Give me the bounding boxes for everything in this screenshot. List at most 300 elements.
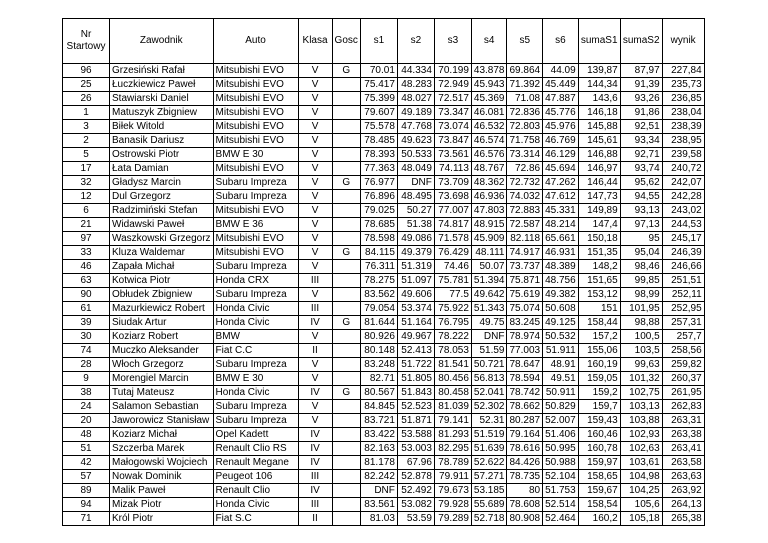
cell-zawodnik: Dul Grzegorz — [110, 190, 214, 204]
cell-auto: Mitsubishi EVO — [213, 64, 298, 78]
cell-sumas2: 98,99 — [620, 288, 662, 302]
cell-s5: 73.737 — [507, 260, 543, 274]
cell-gosc — [332, 92, 360, 106]
cell-s3: 79.911 — [434, 470, 471, 484]
cell-s3: 73.074 — [434, 120, 471, 134]
cell-klasa: V — [298, 190, 332, 204]
cell-nr: 94 — [63, 498, 110, 512]
cell-zawodnik: Król Piotr — [110, 512, 214, 526]
cell-auto: Subaru Impreza — [213, 176, 298, 190]
cell-s5: 78.616 — [507, 442, 543, 456]
cell-sumas1: 160,78 — [578, 442, 620, 456]
cell-gosc — [332, 400, 360, 414]
cell-s3: 74.817 — [434, 218, 471, 232]
cell-nr: 24 — [63, 400, 110, 414]
cell-sumas1: 160,19 — [578, 358, 620, 372]
cell-zawodnik: Tutaj Mateusz — [110, 386, 214, 400]
cell-s2: 49.189 — [397, 106, 434, 120]
table-row — [63, 470, 705, 484]
cell-wynik: 265,38 — [662, 512, 704, 526]
table-row — [63, 92, 705, 106]
cell-sumas2: 105,18 — [620, 512, 662, 526]
cell-gosc — [332, 372, 360, 386]
cell-s2: 52.878 — [397, 470, 434, 484]
cell-s5: 75.619 — [507, 288, 543, 302]
cell-s3: 79.289 — [434, 512, 471, 526]
cell-s1: 75.399 — [360, 92, 397, 106]
cell-s2: 53.59 — [397, 512, 434, 526]
cell-sumas1: 146,18 — [578, 106, 620, 120]
cell-s2: 51.319 — [397, 260, 434, 274]
table-row — [63, 316, 705, 330]
cell-s4: 45.369 — [471, 92, 507, 106]
cell-gosc — [332, 120, 360, 134]
cell-s1: 82.242 — [360, 470, 397, 484]
cell-nr: 32 — [63, 176, 110, 190]
cell-zawodnik: Włoch Grzegorz — [110, 358, 214, 372]
cell-s1: 83.248 — [360, 358, 397, 372]
cell-s2: 49.379 — [397, 246, 434, 260]
cell-klasa: V — [298, 148, 332, 162]
cell-s1: 79.025 — [360, 204, 397, 218]
table-row — [63, 218, 705, 232]
cell-sumas1: 158,65 — [578, 470, 620, 484]
cell-auto: Fiat S.C — [213, 512, 298, 526]
cell-s5: 82.118 — [507, 232, 543, 246]
cell-s5: 75.074 — [507, 302, 543, 316]
cell-s1: 76.896 — [360, 190, 397, 204]
cell-klasa: III — [298, 274, 332, 288]
cell-s2: 49.623 — [397, 134, 434, 148]
cell-auto: Mitsubishi EVO — [213, 204, 298, 218]
cell-s4: 55.689 — [471, 498, 507, 512]
cell-zawodnik: Stawiarski Daniel — [110, 92, 214, 106]
cell-s4: 45.943 — [471, 78, 507, 92]
cell-sumas2: 103,88 — [620, 414, 662, 428]
cell-sumas2: 98,88 — [620, 316, 662, 330]
cell-klasa: V — [298, 64, 332, 78]
cell-zawodnik: Waszkowski Grzegorz — [110, 232, 214, 246]
cell-klasa: V — [298, 246, 332, 260]
cell-sumas2: 103,13 — [620, 400, 662, 414]
cell-s3: 81.541 — [434, 358, 471, 372]
cell-nr: 20 — [63, 414, 110, 428]
cell-s3: 78.222 — [434, 330, 471, 344]
cell-nr: 21 — [63, 218, 110, 232]
cell-s6: 50.995 — [543, 442, 579, 456]
cell-auto: Mitsubishi EVO — [213, 78, 298, 92]
cell-s5: 78.974 — [507, 330, 543, 344]
cell-s5: 79.164 — [507, 428, 543, 442]
cell-s3: 73.698 — [434, 190, 471, 204]
cell-s3: 77.5 — [434, 288, 471, 302]
cell-s4: 51.394 — [471, 274, 507, 288]
cell-wynik: 263,41 — [662, 442, 704, 456]
table-row — [63, 288, 705, 302]
cell-zawodnik: Koziarz Michał — [110, 428, 214, 442]
cell-s3: 77.007 — [434, 204, 471, 218]
cell-wynik: 245,17 — [662, 232, 704, 246]
cell-klasa: IV — [298, 442, 332, 456]
cell-sumas2: 93,13 — [620, 204, 662, 218]
cell-s5: 71.392 — [507, 78, 543, 92]
cell-s3: 74.113 — [434, 162, 471, 176]
cell-zawodnik: Widawski Paweł — [110, 218, 214, 232]
cell-auto: Honda Civic — [213, 386, 298, 400]
cell-sumas1: 144,34 — [578, 78, 620, 92]
cell-sumas2: 102,93 — [620, 428, 662, 442]
cell-sumas2: 97,13 — [620, 218, 662, 232]
cell-s6: 46.129 — [543, 148, 579, 162]
cell-s4: 52.718 — [471, 512, 507, 526]
cell-sumas2: 103,61 — [620, 456, 662, 470]
cell-gosc — [332, 148, 360, 162]
cell-s2: 53.003 — [397, 442, 434, 456]
cell-klasa: V — [298, 260, 332, 274]
cell-sumas1: 160,46 — [578, 428, 620, 442]
cell-nr: 26 — [63, 92, 110, 106]
cell-gosc — [332, 302, 360, 316]
cell-sumas2: 101,95 — [620, 302, 662, 316]
cell-sumas2: 87,97 — [620, 64, 662, 78]
cell-sumas1: 158,44 — [578, 316, 620, 330]
table-row — [63, 442, 705, 456]
cell-s6: 47.887 — [543, 92, 579, 106]
cell-auto: Opel Kadett — [213, 428, 298, 442]
cell-wynik: 252,11 — [662, 288, 704, 302]
cell-s1: 78.685 — [360, 218, 397, 232]
cell-auto: Honda Civic — [213, 302, 298, 316]
cell-nr: 90 — [63, 288, 110, 302]
cell-klasa: IV — [298, 456, 332, 470]
cell-s6: 48.756 — [543, 274, 579, 288]
cell-auto: Mitsubishi EVO — [213, 106, 298, 120]
cell-s5: 72.883 — [507, 204, 543, 218]
col-header-sumas1: sumaS1 — [578, 19, 620, 64]
cell-wynik: 251,51 — [662, 274, 704, 288]
cell-s1: 70.01 — [360, 64, 397, 78]
cell-s6: 50.829 — [543, 400, 579, 414]
cell-sumas1: 150,18 — [578, 232, 620, 246]
cell-wynik: 246,39 — [662, 246, 704, 260]
cell-klasa: IV — [298, 428, 332, 442]
cell-sumas2: 92,51 — [620, 120, 662, 134]
cell-s5: 78.662 — [507, 400, 543, 414]
cell-wynik: 262,83 — [662, 400, 704, 414]
cell-zawodnik: Grzesiński Rafał — [110, 64, 214, 78]
cell-s2: 51.38 — [397, 218, 434, 232]
cell-klasa: V — [298, 232, 332, 246]
cell-klasa: III — [298, 302, 332, 316]
cell-gosc: G — [332, 176, 360, 190]
cell-s6: 49.51 — [543, 372, 579, 386]
cell-sumas2: 93,34 — [620, 134, 662, 148]
cell-klasa: V — [298, 330, 332, 344]
cell-klasa: IV — [298, 386, 332, 400]
cell-s2: 51.722 — [397, 358, 434, 372]
cell-s2: 48.027 — [397, 92, 434, 106]
table-body — [63, 64, 705, 526]
cell-s4: 46.532 — [471, 120, 507, 134]
cell-nr: 1 — [63, 106, 110, 120]
cell-auto: Fiat C.C — [213, 344, 298, 358]
cell-s4: 52.302 — [471, 400, 507, 414]
cell-s3: 74.46 — [434, 260, 471, 274]
cell-s4: 46.081 — [471, 106, 507, 120]
cell-sumas1: 158,54 — [578, 498, 620, 512]
cell-s4: 46.574 — [471, 134, 507, 148]
cell-gosc — [332, 260, 360, 274]
cell-s6: 48.214 — [543, 218, 579, 232]
cell-klasa: V — [298, 358, 332, 372]
cell-s5: 74.917 — [507, 246, 543, 260]
cell-gosc — [332, 358, 360, 372]
cell-s4: 52.31 — [471, 414, 507, 428]
cell-s2: 48.495 — [397, 190, 434, 204]
table-row — [63, 372, 705, 386]
cell-s6: 46.769 — [543, 134, 579, 148]
table-row — [63, 260, 705, 274]
cell-zawodnik: Biłek Witold — [110, 120, 214, 134]
table-row — [63, 456, 705, 470]
cell-gosc — [332, 512, 360, 526]
cell-sumas2: 105,6 — [620, 498, 662, 512]
cell-sumas1: 157,2 — [578, 330, 620, 344]
cell-auto: Peugeot 106 — [213, 470, 298, 484]
cell-gosc — [332, 344, 360, 358]
cell-sumas1: 159,05 — [578, 372, 620, 386]
cell-s3: 70.199 — [434, 64, 471, 78]
cell-s5: 73.314 — [507, 148, 543, 162]
cell-sumas1: 159,67 — [578, 484, 620, 498]
cell-nr: 39 — [63, 316, 110, 330]
cell-sumas2: 91,86 — [620, 106, 662, 120]
cell-auto: Honda Civic — [213, 498, 298, 512]
cell-s5: 69.864 — [507, 64, 543, 78]
cell-gosc — [332, 204, 360, 218]
col-header-s6: s6 — [543, 19, 579, 64]
cell-s4: 49.75 — [471, 316, 507, 330]
col-header-klasa: Klasa — [298, 19, 332, 64]
cell-nr: 46 — [63, 260, 110, 274]
cell-s3: 72.517 — [434, 92, 471, 106]
cell-sumas1: 147,73 — [578, 190, 620, 204]
cell-s4: 46.576 — [471, 148, 507, 162]
cell-auto: Subaru Impreza — [213, 400, 298, 414]
cell-s4: 53.185 — [471, 484, 507, 498]
cell-s2: 53.374 — [397, 302, 434, 316]
cell-s3: 81.039 — [434, 400, 471, 414]
cell-s6: 50.988 — [543, 456, 579, 470]
cell-sumas1: 146,88 — [578, 148, 620, 162]
table-row — [63, 414, 705, 428]
cell-sumas1: 143,6 — [578, 92, 620, 106]
cell-s4: 56.813 — [471, 372, 507, 386]
cell-nr: 89 — [63, 484, 110, 498]
cell-auto: BMW — [213, 330, 298, 344]
cell-gosc: G — [332, 386, 360, 400]
table-row — [63, 484, 705, 498]
cell-wynik: 235,73 — [662, 78, 704, 92]
table-row — [63, 344, 705, 358]
cell-nr: 57 — [63, 470, 110, 484]
cell-zawodnik: Małogowski Wojciech — [110, 456, 214, 470]
cell-s3: 75.781 — [434, 274, 471, 288]
cell-s3: 73.561 — [434, 148, 471, 162]
cell-auto: Subaru Impreza — [213, 414, 298, 428]
table-row — [63, 386, 705, 400]
cell-sumas1: 153,12 — [578, 288, 620, 302]
cell-sumas1: 146,44 — [578, 176, 620, 190]
cell-sumas2: 104,25 — [620, 484, 662, 498]
cell-nr: 5 — [63, 148, 110, 162]
cell-s2: 48.283 — [397, 78, 434, 92]
col-header-auto: Auto — [213, 19, 298, 64]
cell-s5: 72.732 — [507, 176, 543, 190]
col-header-s4: s4 — [471, 19, 507, 64]
cell-gosc — [332, 288, 360, 302]
cell-nr: 42 — [63, 456, 110, 470]
cell-s3: 72.949 — [434, 78, 471, 92]
cell-s6: 52.104 — [543, 470, 579, 484]
cell-wynik: 263,38 — [662, 428, 704, 442]
cell-gosc — [332, 232, 360, 246]
cell-s2: 51.805 — [397, 372, 434, 386]
cell-auto: Mitsubishi EVO — [213, 134, 298, 148]
cell-nr: 2 — [63, 134, 110, 148]
cell-sumas1: 155,06 — [578, 344, 620, 358]
cell-nr: 74 — [63, 344, 110, 358]
cell-s5: 83.245 — [507, 316, 543, 330]
cell-s5: 78.735 — [507, 470, 543, 484]
table-row — [63, 512, 705, 526]
cell-wynik: 264,13 — [662, 498, 704, 512]
cell-s1: DNF — [360, 484, 397, 498]
cell-wynik: 258,56 — [662, 344, 704, 358]
cell-s6: 51.911 — [543, 344, 579, 358]
cell-s3: 71.578 — [434, 232, 471, 246]
cell-s4: 48.362 — [471, 176, 507, 190]
cell-s4: DNF — [471, 330, 507, 344]
cell-wynik: 263,63 — [662, 470, 704, 484]
cell-s6: 50.608 — [543, 302, 579, 316]
cell-s3: 82.295 — [434, 442, 471, 456]
cell-klasa: V — [298, 288, 332, 302]
cell-s5: 78.647 — [507, 358, 543, 372]
cell-wynik: 238,95 — [662, 134, 704, 148]
cell-s4: 57.271 — [471, 470, 507, 484]
cell-zawodnik: Kluza Waldemar — [110, 246, 214, 260]
cell-klasa: II — [298, 344, 332, 358]
cell-s5: 74.032 — [507, 190, 543, 204]
cell-s5: 80.908 — [507, 512, 543, 526]
cell-s2: 53.588 — [397, 428, 434, 442]
cell-s4: 51.59 — [471, 344, 507, 358]
cell-nr: 17 — [63, 162, 110, 176]
cell-gosc: G — [332, 64, 360, 78]
cell-s4: 50.721 — [471, 358, 507, 372]
cell-s5: 71.08 — [507, 92, 543, 106]
cell-sumas1: 151,35 — [578, 246, 620, 260]
cell-s4: 50.07 — [471, 260, 507, 274]
cell-s6: 52.514 — [543, 498, 579, 512]
cell-gosc — [332, 456, 360, 470]
cell-klasa: V — [298, 120, 332, 134]
cell-s2: 44.334 — [397, 64, 434, 78]
cell-gosc — [332, 218, 360, 232]
cell-zawodnik: Salamon Sebastian — [110, 400, 214, 414]
cell-s2: 53.082 — [397, 498, 434, 512]
cell-zawodnik: Mizak Piotr — [110, 498, 214, 512]
cell-klasa: III — [298, 470, 332, 484]
cell-s1: 84.845 — [360, 400, 397, 414]
table-row — [63, 148, 705, 162]
table-row — [63, 232, 705, 246]
cell-gosc — [332, 428, 360, 442]
cell-wynik: 239,58 — [662, 148, 704, 162]
cell-s1: 75.578 — [360, 120, 397, 134]
cell-s4: 52.622 — [471, 456, 507, 470]
cell-s6: 45.449 — [543, 78, 579, 92]
cell-sumas2: 102,63 — [620, 442, 662, 456]
cell-auto: Subaru Impreza — [213, 288, 298, 302]
cell-klasa: V — [298, 204, 332, 218]
cell-wynik: 243,02 — [662, 204, 704, 218]
cell-s1: 83.562 — [360, 288, 397, 302]
cell-s1: 83.422 — [360, 428, 397, 442]
cell-zawodnik: Nowak Dominik — [110, 470, 214, 484]
cell-nr: 12 — [63, 190, 110, 204]
cell-s3: 76.429 — [434, 246, 471, 260]
cell-sumas2: 101,32 — [620, 372, 662, 386]
cell-s1: 77.363 — [360, 162, 397, 176]
cell-s6: 49.382 — [543, 288, 579, 302]
cell-s1: 81.03 — [360, 512, 397, 526]
cell-auto: Mitsubishi EVO — [213, 232, 298, 246]
cell-s6: 47.612 — [543, 190, 579, 204]
cell-wynik: 263,92 — [662, 484, 704, 498]
cell-wynik: 246,66 — [662, 260, 704, 274]
cell-nr: 28 — [63, 358, 110, 372]
cell-gosc — [332, 162, 360, 176]
cell-s1: 82.163 — [360, 442, 397, 456]
cell-s2: 49.086 — [397, 232, 434, 246]
cell-nr: 97 — [63, 232, 110, 246]
table-row — [63, 274, 705, 288]
cell-s2: 49.606 — [397, 288, 434, 302]
cell-sumas1: 139,87 — [578, 64, 620, 78]
cell-sumas2: 92,71 — [620, 148, 662, 162]
cell-nr: 30 — [63, 330, 110, 344]
cell-gosc — [332, 498, 360, 512]
cell-nr: 9 — [63, 372, 110, 386]
col-header-s1: s1 — [360, 19, 397, 64]
cell-sumas2: 94,55 — [620, 190, 662, 204]
cell-s2: DNF — [397, 176, 434, 190]
cell-gosc — [332, 442, 360, 456]
cell-s3: 78.053 — [434, 344, 471, 358]
cell-sumas2: 95 — [620, 232, 662, 246]
cell-zawodnik: Matuszyk Zbigniew — [110, 106, 214, 120]
table-row — [63, 400, 705, 414]
table-row — [63, 246, 705, 260]
cell-gosc: G — [332, 246, 360, 260]
cell-wynik: 242,28 — [662, 190, 704, 204]
col-header-s3: s3 — [434, 19, 471, 64]
cell-nr: 3 — [63, 120, 110, 134]
cell-klasa: IV — [298, 316, 332, 330]
table-row — [63, 134, 705, 148]
